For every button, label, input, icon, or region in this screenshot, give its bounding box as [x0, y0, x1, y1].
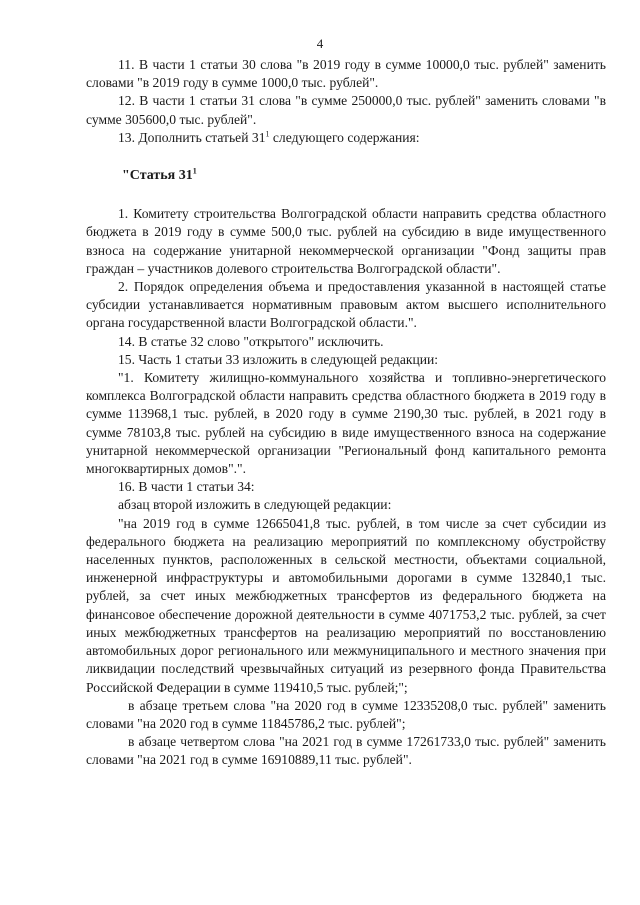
paragraph-item-16-sub3: в абзаце четвертом слова "на 2021 год в сумме 17261733,0 тыс. рублей" заменить словами "на 2021 год в сумме 16910889,11 тыс. рублей". — [86, 734, 606, 768]
paragraph-item-16-sub1: абзац второй изложить в следующей редакции: — [118, 497, 392, 513]
paragraph-item-16-sub2: в абзаце третьем слова "на 2020 год в сумме 12335208,0 тыс. рублей" заменить словами "на 2020 год в сумме 11845786,2 тыс. рублей"; — [86, 697, 606, 731]
article-paragraph-1: 1. Комитету строительства Волгоградской области направить средства областного бюджета в 2019 году в сумме 500,0 тыс. рублей на субсидию в виде имущественного взноса на содержание унитарной некоммерческой организации "Фонд защиты прав граждан – участников долевого строительства Волгоградской области". — [86, 206, 606, 276]
item-13-superscript: 1 — [265, 129, 270, 139]
paragraph-item-13 — [86, 129, 606, 147]
paragraph-item-15-text: "1. Комитету жилищно-коммунального хозяйства и топливно-энергетического комплекса Волгоградской области направить средства областного бюджета в 2019 году в сумме 113968,1 тыс. рублей, в 2020 году в сумме 2190,30 тыс. рублей, в 2021 году в сумме 78103,8 тыс. рублей на субсидию в виде имущественного взноса на содержание унитарной некоммерческой организации "Региональный фонд капитального ремонта многоквартирных домов".". — [86, 370, 606, 477]
page-number: 4 — [316, 36, 324, 51]
item-13-text: 13. Дополнить статьей 31 — [118, 129, 266, 145]
paragraph-item-16-text: "на 2019 год в сумме 12665041,8 тыс. рублей, в том числе за счет субсидии из федерального бюджета на реализацию мероприятий по комплексному обустройству населенных пунктов, расположенных в сельской местности, объектами социальной, инженерной инфраструктуры и автомобильными дорогами в сумме 132840,1 тыс. рублей, за счет иных межбюджетных трансфертов из федерального бюджета на финансовое обеспечение дорожной деятельности в сумме 4071753,2 тыс. рублей, за счет иных межбюджетных трансфертов на реализацию мероприятий по восстановлению автомобильных дорог регионального или межмуниципального и местного значения при ликвидации последствий чрезвычайных ситуаций из резервного фонда Правительства Российской Федерации в сумме 119410,5 тыс. рублей;"; — [86, 515, 606, 695]
article-heading-superscript: 1 — [192, 166, 197, 176]
paragraph-item-12: 12. В части 1 статьи 31 слова "в сумме 250000,0 тыс. рублей" заменить словами "в сумме 305600,0 тыс. рублей". — [86, 93, 606, 127]
paragraph-item-16: 16. В части 1 статьи 34: — [118, 479, 255, 495]
article-paragraph-2: 2. Порядок определения объема и предоставления указанной в настоящей статье субсидии устанавливается нормативным правовым актом высшего исполнительного органа государственной власти Волгоградской области.". — [86, 279, 606, 331]
document-body — [86, 56, 606, 770]
paragraph-item-11: 11. В части 1 статьи 30 слова "в 2019 году в сумме 10000,0 тыс. рублей" заменить словами "в 2019 году в сумме 1000,0 тыс. рублей". — [86, 57, 606, 91]
paragraph-item-14: 14. В статье 32 слово "открытого" исключить. — [118, 333, 384, 349]
article-heading — [122, 167, 606, 185]
paragraph-item-15: 15. Часть 1 статьи 33 изложить в следующей редакции: — [118, 351, 439, 367]
item-13-text-end: следующего содержания: — [269, 129, 420, 145]
article-heading-text: "Статья 31 — [122, 168, 193, 184]
